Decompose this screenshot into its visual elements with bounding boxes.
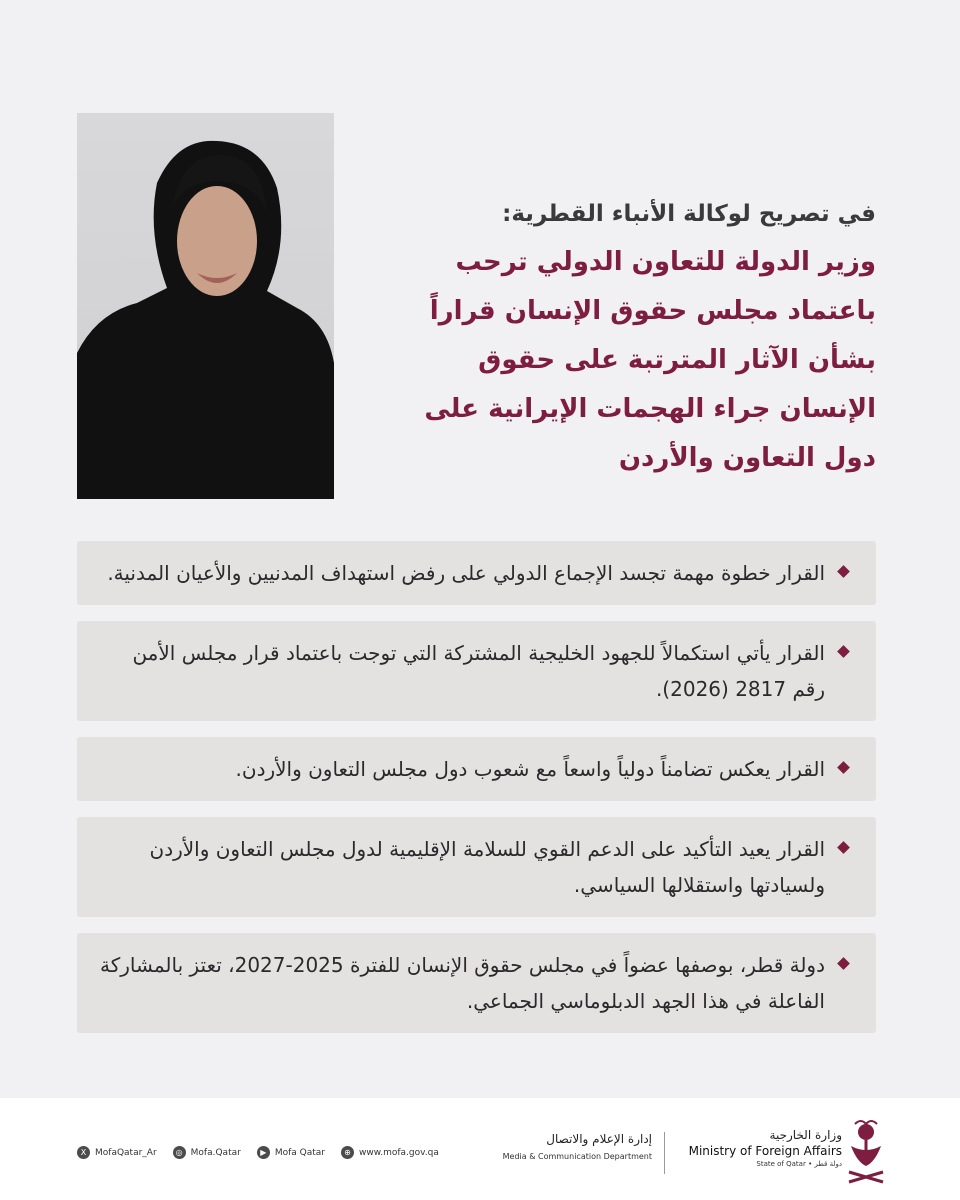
portrait-photo (77, 113, 334, 499)
key-point-card (77, 541, 876, 605)
headline-block (376, 196, 876, 483)
social-link-website[interactable] (341, 1146, 439, 1159)
footer (0, 1098, 960, 1200)
department-label (488, 1132, 652, 1161)
key-point-text: القرار يعيد التأكيد على الدعم القوي للسلامة الإقليمية لدول مجلس التعاون والأردن ولسيادتها واستقلالها السياسي. (149, 837, 825, 897)
social-link-x[interactable] (77, 1146, 157, 1159)
key-points-list (77, 541, 876, 1049)
department-name-en: Media & Communication Department (502, 1152, 652, 1161)
key-point-card (77, 817, 876, 917)
key-point-card (77, 737, 876, 801)
department-name-ar: إدارة الإعلام والاتصال (546, 1132, 652, 1146)
portrait-illustration (77, 113, 334, 499)
ministry-name-ar: وزارة الخارجية (769, 1128, 842, 1142)
diamond-bullet-icon (837, 841, 850, 854)
social-link-instagram[interactable] (173, 1146, 241, 1159)
ministry-state: State of Qatar • دولة قطر (756, 1160, 842, 1168)
headline-title: وزير الدولة للتعاون الدولي ترحب باعتماد مجلس حقوق الإنسان قراراً بشأن الآثار المترتبة على حقوق الإنسان جراء الهجمات الإيرانية على دول التعاون والأردن (424, 247, 876, 473)
key-point-text: القرار يعكس تضامناً دولياً واسعاً مع شعوب دول مجلس التعاون والأردن. (235, 757, 825, 781)
headline-kicker: في تصريح لوكالة الأنباء القطرية: (502, 201, 876, 227)
x-icon: X (77, 1146, 90, 1159)
key-point-text: القرار يأتي استكمالاً للجهود الخليجية المشتركة التي توجت باعتماد قرار مجلس الأمن رقم 2817 (2026). (132, 641, 825, 701)
globe-icon: ⊕ (341, 1146, 354, 1159)
diamond-bullet-icon (837, 645, 850, 658)
social-handle: Mofa.Qatar (190, 1147, 241, 1158)
key-point-text: دولة قطر، بوصفها عضواً في مجلس حقوق الإنسان للفترة 2025-2027، تعتز بالمشاركة الفاعلة في هذا الجهد الدبلوماسي الجماعي. (99, 953, 825, 1013)
diamond-bullet-icon (837, 957, 850, 970)
instagram-icon: ◎ (173, 1146, 186, 1159)
qatar-emblem-logo (845, 1112, 887, 1188)
diamond-bullet-icon (837, 761, 850, 774)
ministry-name-en: Ministry of Foreign Affairs (688, 1144, 842, 1158)
ministry-label (672, 1128, 842, 1168)
footer-divider (664, 1132, 665, 1174)
youtube-icon: ▶ (257, 1146, 270, 1159)
website-url: www.mofa.gov.qa (359, 1147, 439, 1158)
key-point-text: القرار خطوة مهمة تجسد الإجماع الدولي على رفض استهداف المدنيين والأعيان المدنية. (107, 561, 825, 585)
key-point-card (77, 621, 876, 721)
social-handle: Mofa Qatar (274, 1147, 325, 1158)
diamond-bullet-icon (837, 565, 850, 578)
social-links (77, 1146, 439, 1159)
key-point-card (77, 933, 876, 1033)
social-link-youtube[interactable] (257, 1146, 325, 1159)
social-handle: MofaQatar_Ar (95, 1147, 157, 1158)
